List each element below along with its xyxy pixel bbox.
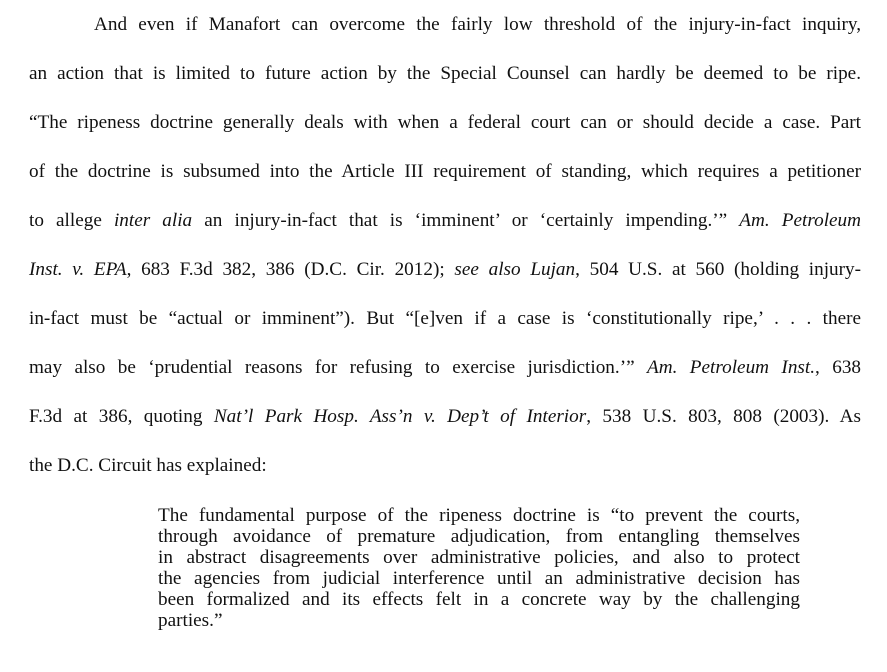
italic-run: see also Lujan [454,259,576,280]
paragraph-line-4 [29,160,861,184]
paragraph-line-10 [29,454,267,478]
paragraph-line-2 [29,62,861,86]
text-run: of the doctrine is subsumed into the Article III requirement of standing, which requires a petitioner [29,161,861,182]
paragraph-line-5 [29,209,861,233]
text-run: to allege [29,210,114,231]
text-run: , 638 [815,357,862,378]
text-run: the D.C. Circuit has explained: [29,455,267,476]
text-run: , 683 F.3d 382, 386 (D.C. Cir. 2012); [126,259,455,280]
text-run: And even if Manafort can overcome the fairly low threshold of the injury-in-fact inquiry, [94,14,861,35]
case-citation: Inst. v. EPA [29,259,127,280]
block-quote-line: in abstract disagreements over administrative policies, and also to protect [158,547,800,568]
block-quote-line: been formalized and its effects felt in a concrete way by the challenging [158,589,800,610]
text-run: an action that is limited to future action by the Special Counsel can hardly be deemed to be ripe. [29,63,861,84]
block-quote-line: through avoidance of premature adjudication, from entangling themselves [158,526,800,547]
paragraph-line-1 [94,13,861,37]
text-run: may also be ‘prudential reasons for refusing to exercise jurisdiction.’” [29,357,648,378]
text-run: , 504 U.S. at 560 (holding injury- [575,259,861,280]
paragraph-line-7 [29,307,861,331]
text-run: , 538 U.S. 803, 808 (2003). As [586,406,861,427]
paragraph-line-9 [29,405,861,429]
case-citation: Nat’l Park Hosp. Ass’n v. Dep’t of Interior [213,406,587,427]
paragraph-line-3 [29,111,861,135]
italic-run: inter alia [113,210,193,231]
case-citation: Am. Petroleum Inst. [647,357,816,378]
case-citation: Am. Petroleum [739,210,861,231]
text-run: F.3d at 386, quoting [29,406,214,427]
block-quote-line: the agencies from judicial interference until an administrative decision has [158,568,800,589]
paragraph-line-6 [29,258,861,282]
text-run: an injury-in-fact that is ‘imminent’ or ‘certainly impending.’” [192,210,740,231]
text-run: in-fact must be “actual or imminent”). But “[e]ven if a case is ‘constitutionally ripe,’ . . . there [29,308,861,329]
block-quote-line: parties.” [158,610,223,631]
paragraph-line-8 [29,356,861,380]
block-quote-line: The fundamental purpose of the ripeness doctrine is “to prevent the courts, [158,505,800,526]
text-run: “The ripeness doctrine generally deals with when a federal court can or should decide a case. Part [29,112,861,133]
